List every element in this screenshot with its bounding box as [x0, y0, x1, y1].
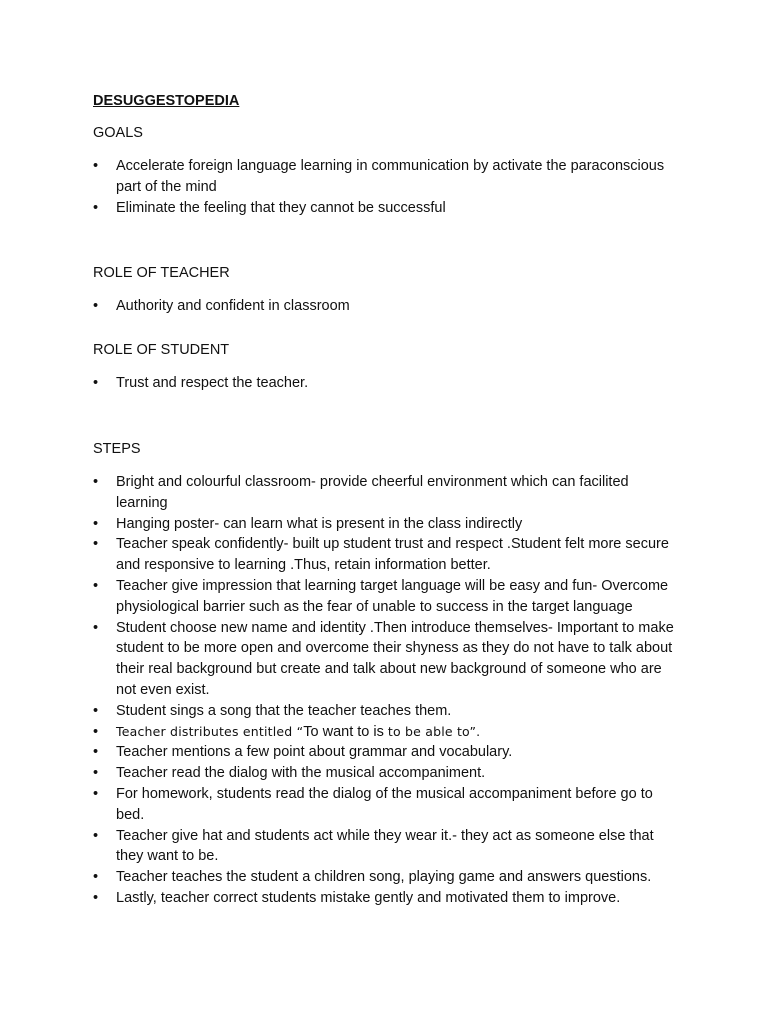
list-item: • For homework, students read the dialog of the musical accompaniment before go to bed.	[93, 784, 678, 826]
list-item: • Student sings a song that the teacher teaches them.	[93, 701, 678, 722]
bullet-icon	[93, 618, 116, 639]
bullet-icon	[93, 888, 116, 909]
list-item: • Trust and respect the teacher.	[93, 373, 678, 394]
list-item: • Bright and colourful classroom- provide cheerful environment which can facilited learning	[93, 472, 678, 514]
bullet-icon	[93, 514, 116, 535]
bullet-icon	[93, 373, 116, 394]
bullet-icon	[93, 198, 116, 219]
bullet-icon	[93, 576, 116, 597]
bullet-icon	[93, 784, 116, 805]
role-of-student-heading: ROLE OF STUDENT	[93, 342, 230, 359]
bullet-icon	[93, 156, 116, 177]
bullet-icon	[93, 472, 116, 493]
steps-heading: STEPS	[93, 440, 141, 457]
bullet-icon	[93, 296, 116, 317]
list-item: • Eliminate the feeling that they cannot be successful	[93, 198, 678, 219]
list-item: • Student choose new name and identity .Then introduce themselves- Important to make student to be more open and overcome their shyness as they do not have to talk about their real background but create and talk about new background of someone who are not even exist.	[93, 618, 678, 701]
role-of-teacher-heading: ROLE OF TEACHER	[93, 265, 230, 282]
list-item: • Teacher give impression that learning target language will be easy and fun- Overcome physiological barrier such as the fear of unable to success in the target language	[93, 576, 678, 618]
mixed-font-text: to be able to”.	[387, 723, 481, 739]
bullet-icon	[93, 742, 116, 763]
mixed-font-text: To want to is	[303, 723, 388, 740]
list-item: • Lastly, teacher correct students mistake gently and motivated them to improve.	[93, 888, 678, 909]
list-item: • Hanging poster- can learn what is present in the class indirectly	[93, 514, 678, 535]
list-item: • Teacher read the dialog with the musical accompaniment.	[93, 763, 678, 784]
role-of-teacher-list	[93, 296, 678, 317]
role-of-student-list	[93, 373, 678, 394]
list-item: • Teacher mentions a few point about grammar and vocabulary.	[93, 742, 678, 763]
steps-list	[93, 472, 678, 909]
list-item: • Accelerate foreign language learning in communication by activate the paraconscious part of the mind	[93, 156, 678, 198]
list-item	[93, 722, 678, 743]
goals-heading: GOALS	[93, 125, 143, 141]
goals-list	[93, 156, 678, 218]
list-item: • Authority and confident in classroom	[93, 296, 678, 317]
bullet-icon	[93, 867, 116, 888]
bullet-icon	[93, 534, 116, 555]
document-title: DESUGGESTOPEDIA	[93, 93, 240, 109]
bullet-icon	[93, 701, 116, 722]
list-item: • Teacher teaches the student a children song, playing game and answers questions.	[93, 867, 678, 888]
list-item: • Teacher give hat and students act while they wear it.- they act as someone else that they want to be.	[93, 826, 678, 868]
mixed-font-text: Teacher distributes entitled “	[116, 723, 304, 739]
bullet-icon	[93, 722, 116, 743]
bullet-icon	[93, 826, 116, 847]
list-item: • Teacher speak confidently- built up student trust and respect .Student felt more secure and responsive to learning .Thus, retain information better.	[93, 534, 678, 576]
bullet-icon	[93, 763, 116, 784]
